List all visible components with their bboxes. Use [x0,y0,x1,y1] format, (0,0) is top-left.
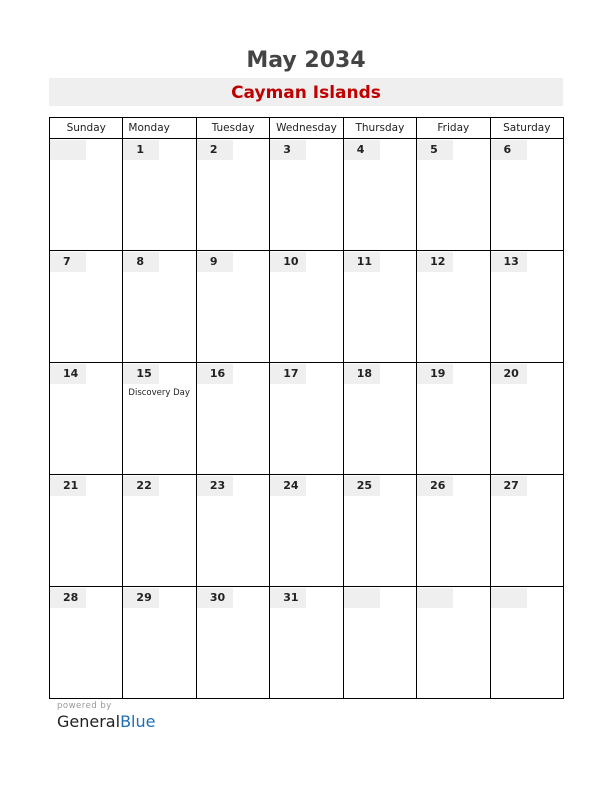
generalblue-logo [57,712,155,731]
day-number: 6 [491,140,527,160]
week-row [50,251,564,363]
day-cell [196,139,269,251]
day-number [417,588,453,608]
day-number: 30 [197,588,233,608]
day-number: 18 [344,364,380,384]
footer [57,701,155,731]
day-cell [343,363,416,475]
day-cell [417,363,490,475]
day-cell [123,587,196,699]
day-number: 3 [270,140,306,160]
day-number: 1 [123,140,159,160]
week-row [50,363,564,475]
day-cell [343,251,416,363]
day-number: 25 [344,476,380,496]
day-number: 8 [123,252,159,272]
country-name: Cayman Islands [231,83,381,103]
day-cell [270,475,343,587]
day-cell [417,251,490,363]
calendar-grid [49,117,564,699]
week-row [50,139,564,251]
day-cell [50,139,123,251]
day-number: 13 [491,252,527,272]
brand-blue: Blue [120,712,156,731]
day-cell [50,475,123,587]
day-cell [343,475,416,587]
day-number: 14 [50,364,86,384]
day-cell [270,363,343,475]
day-number [344,588,380,608]
day-number: 24 [270,476,306,496]
day-number: 11 [344,252,380,272]
day-cell [490,139,563,251]
day-cell [50,587,123,699]
day-cell [196,363,269,475]
day-number: 15 [123,364,159,384]
day-cell [50,251,123,363]
day-cell [123,363,196,475]
weekday-monday: Monday [123,118,196,139]
calendar-title: May 2034 [246,48,366,73]
day-number [491,588,527,608]
day-number: 7 [50,252,86,272]
day-number: 4 [344,140,380,160]
weekday-wednesday: Wednesday [270,118,343,139]
day-number: 17 [270,364,306,384]
day-cell [490,363,563,475]
day-number: 2 [197,140,233,160]
day-cell [270,139,343,251]
day-cell [196,251,269,363]
day-cell [196,475,269,587]
week-row [50,587,564,699]
day-cell [343,139,416,251]
day-cell [417,139,490,251]
day-number: 5 [417,140,453,160]
day-cell [123,475,196,587]
day-cell [490,587,563,699]
weekday-friday: Friday [417,118,490,139]
day-number: 21 [50,476,86,496]
weekday-header-row [50,118,564,139]
day-number: 27 [491,476,527,496]
weekday-sunday: Sunday [50,118,123,139]
day-number: 12 [417,252,453,272]
weekday-saturday: Saturday [490,118,563,139]
day-number: 31 [270,588,306,608]
day-cell [490,475,563,587]
day-cell [123,139,196,251]
day-cell [196,587,269,699]
day-number: 26 [417,476,453,496]
day-number: 9 [197,252,233,272]
day-number [50,140,86,160]
day-cell [123,251,196,363]
day-cell [417,475,490,587]
day-number: 10 [270,252,306,272]
day-number: 29 [123,588,159,608]
holiday-label: Discovery Day [128,388,190,398]
brand-general: General [57,712,121,731]
day-number: 20 [491,364,527,384]
day-cell [417,587,490,699]
day-number: 16 [197,364,233,384]
weekday-thursday: Thursday [343,118,416,139]
week-row [50,475,564,587]
day-cell [270,251,343,363]
day-cell [343,587,416,699]
day-cell [490,251,563,363]
country-banner [49,78,563,106]
powered-by-text: powered by [57,701,112,711]
day-cell [50,363,123,475]
day-number: 28 [50,588,86,608]
weekday-tuesday: Tuesday [196,118,269,139]
day-number: 22 [123,476,159,496]
day-cell [270,587,343,699]
day-number: 19 [417,364,453,384]
day-number: 23 [197,476,233,496]
